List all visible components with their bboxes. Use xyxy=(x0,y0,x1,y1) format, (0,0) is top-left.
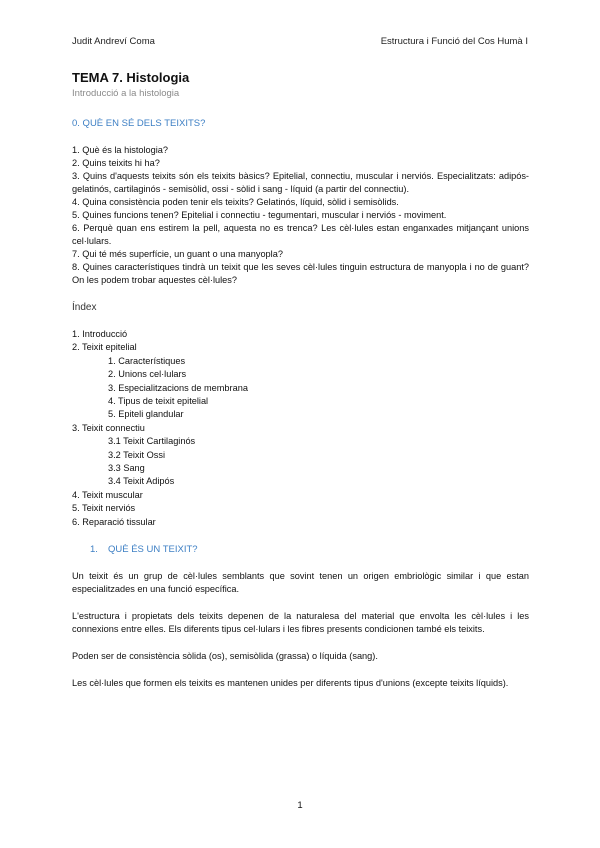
toc-item: 3. Teixit connectiu xyxy=(72,422,145,433)
page-content xyxy=(72,70,529,690)
section-number: 1. xyxy=(90,544,98,556)
question-item: 7. Qui té més superfície, un guant o una manyopla? xyxy=(72,249,283,259)
toc-subitem: 3. Especialitzacions de membrana xyxy=(108,382,248,393)
toc-subitem: 5. Epiteli glandular xyxy=(108,409,184,420)
section-heading-0: 0. QUÈ EN SÉ DELS TEIXITS? xyxy=(72,118,206,129)
toc-subitem: 3.1 Teixit Cartilaginós xyxy=(108,436,196,447)
page-number: 1 xyxy=(297,800,303,811)
table-of-contents xyxy=(72,328,529,529)
toc-item: 1. Introducció xyxy=(72,329,128,339)
question-item: 3. Quins d'aquests teixits són els teixits bàsics? Epitelial, connectiu, muscular i nerviós. Especialitzats: adipós- gelatinós, cartilaginós - semisòlid, ossi - sòlid i sang - líquid (a partir del connectiu). xyxy=(72,171,529,194)
toc-subitem: 3.2 Teixit Ossi xyxy=(108,449,166,460)
question-item: 4. Quina consistència poden tenir els teixits? Gelatinós, líquid, sòlid i semisòlids. xyxy=(72,197,399,207)
header-author: Judit Andreví Coma xyxy=(72,36,155,47)
header-course: Estructura i Funció del Cos Humà I xyxy=(380,36,528,47)
index-title: Índex xyxy=(72,302,97,313)
toc-item: 4. Teixit muscular xyxy=(72,489,143,500)
body-paragraph: Les cèl·lules que formen els teixits es mantenen unides per diferents tipus d'unions (excepte teixits líquids). xyxy=(72,678,509,689)
page-subtitle: Introducció a la histologia xyxy=(72,88,180,99)
body-paragraph: Un teixit és un grup de cèl·lules semblants que sovint tenen un origen embriològic similar i que estan especialitzades en una funció específica. xyxy=(72,571,529,595)
toc-item: 5. Teixit nerviós xyxy=(72,503,136,514)
question-item: 2. Quins teixits hi ha? xyxy=(72,158,160,168)
body-paragraph: L'estructura i propietats dels teixits depenen de la naturalesa del material que envolta les cèl·lules i les connexions entre elles. Els diferents tipus cel·lulars i les fibres presents condicionen també els teixits. xyxy=(72,611,529,635)
toc-item: 6. Reparació tissular xyxy=(72,516,156,527)
toc-item: 2. Teixit epitelial xyxy=(72,342,137,353)
section-title: QUÈ ÉS UN TEIXIT? xyxy=(108,544,198,556)
question-item: 1. Què és la histologia? xyxy=(72,145,169,155)
toc-subitem: 4. Tipus de teixit epitelial xyxy=(108,396,209,407)
toc-subitem: 2. Unions cel·lulars xyxy=(108,369,187,380)
section-heading-1 xyxy=(72,543,529,556)
page-title: TEMA 7. Histologia xyxy=(72,70,190,85)
body-paragraph: Poden ser de consistència sòlida (os), semisòlida (grassa) o líquida (sang). xyxy=(72,651,378,662)
question-item: 6. Perquè quan ens estirem la pell, aquesta no es trenca? Les cèl·lules estan enganxades mitjançant unions cel·lulars. xyxy=(72,223,529,246)
question-item: 5. Quines funcions tenen? Epitelial i connectiu - tegumentari, muscular i nerviós - moviment. xyxy=(72,210,447,220)
question-list xyxy=(72,144,529,287)
question-item: 8. Quines característiques tindrà un teixit que les seves cèl·lules tinguin estructura de manyopla i no de guant? On les podem trobar aquestes cèl·lules? xyxy=(72,262,529,285)
toc-subitem: 3.4 Teixit Adipós xyxy=(108,476,175,487)
toc-subitem: 3.3 Sang xyxy=(108,463,145,474)
toc-subitem: 1. Característiques xyxy=(108,355,186,366)
